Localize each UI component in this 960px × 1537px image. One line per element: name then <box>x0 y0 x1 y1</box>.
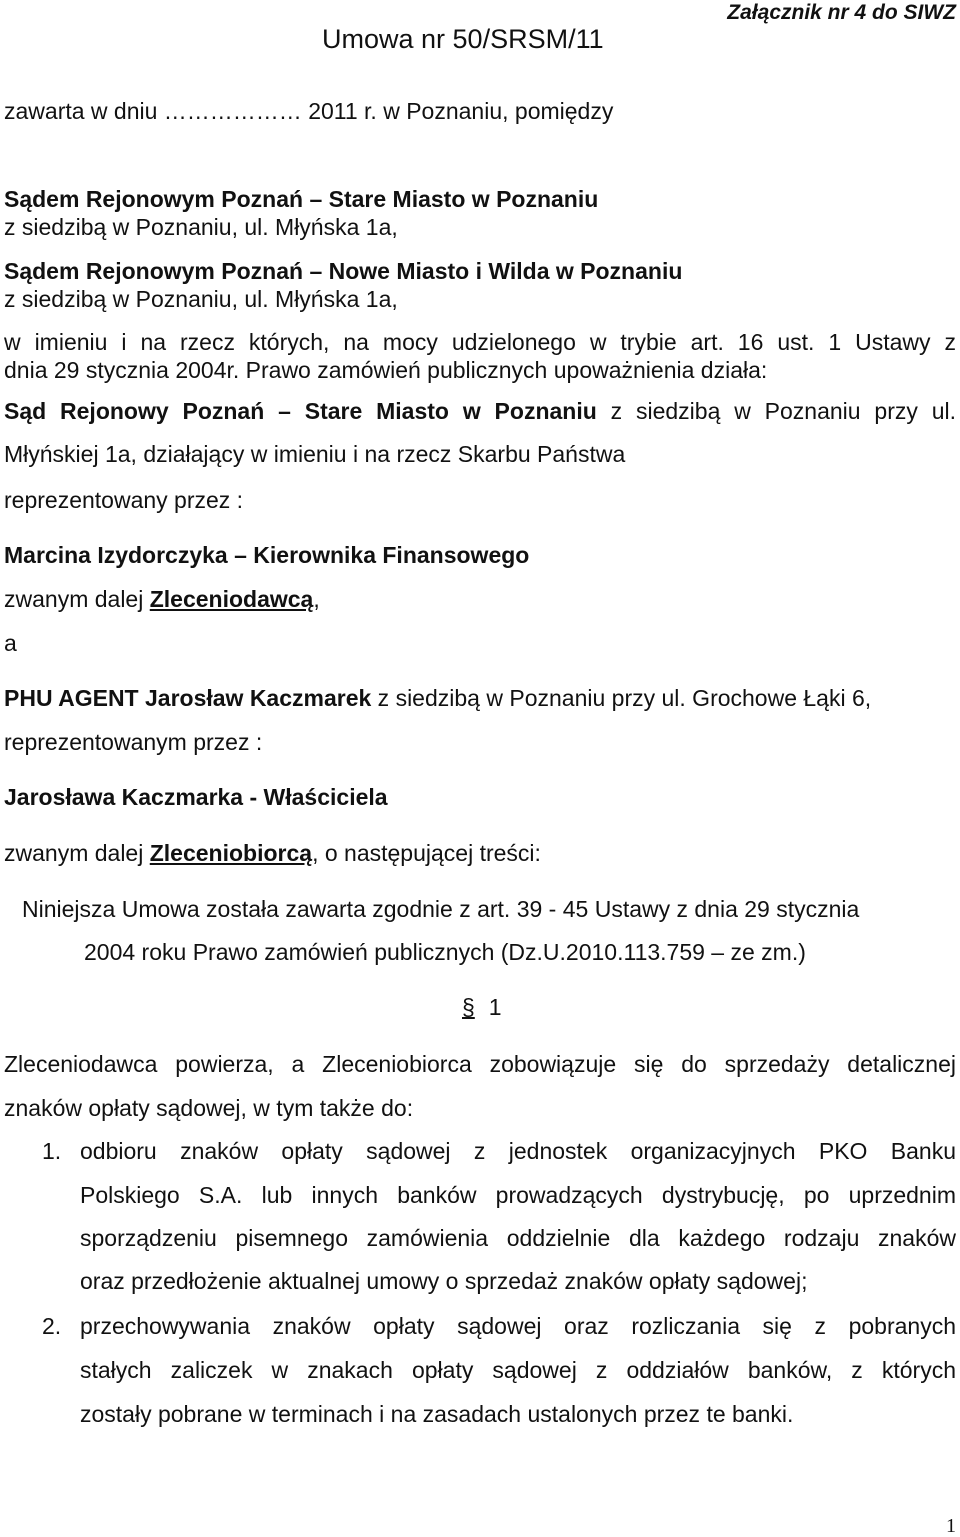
authority-line-1: w imieniu i na rzecz których, na mocy udzielonego w trybie art. 16 ust. 1 Ustawy z <box>4 329 956 355</box>
section-intro-line-1: Zleceniodawca powierza, a Zleceniobiorca zobowiązuje się do sprzedaży detalicznej <box>4 1051 956 1077</box>
annex-label: Załącznik nr 4 do SIWZ <box>727 1 956 24</box>
list-item-line: sporządzeniu pisemnego zamówienia oddzielnie dla każdego rodzaju znaków <box>80 1225 956 1251</box>
principal-suffix: , <box>313 586 320 612</box>
list-item-number: 2. <box>42 1313 62 1339</box>
conjunction-and: a <box>4 630 17 656</box>
list-item-line: odbioru znaków opłaty sądowej z jednostek organizacyjnych PKO Banku <box>80 1138 956 1164</box>
legal-basis-line-2: 2004 roku Prawo zamówień publicznych (Dz.U.2010.113.759 – ze zm.) <box>84 939 806 965</box>
acting-court-line-2: Młyńskiej 1a, działający w imieniu i na rzecz Skarbu Państwa <box>4 441 626 467</box>
court1-name: Sądem Rejonowym Poznań – Stare Miasto w Poznaniu <box>4 186 599 212</box>
authority-line-2: dnia 29 stycznia 2004r. Prawo zamówień publicznych upoważnienia działa: <box>4 357 768 383</box>
list-item-line: stałych zaliczek w znakach opłaty sądowej z oddziałów banków, z których <box>80 1357 956 1383</box>
section-intro-line-2: znaków opłaty sądowej, w tym także do: <box>4 1095 414 1121</box>
court1-address: z siedzibą w Poznaniu, ul. Młyńska 1a, <box>4 214 398 240</box>
list-item-line: przechowywania znaków opłaty sądowej oraz rozliczania się z pobranych <box>80 1313 956 1339</box>
court2-address: z siedzibą w Poznaniu, ul. Młyńska 1a, <box>4 286 398 312</box>
list-item-line: oraz przedłożenie aktualnej umowy o sprzedaż znaków opłaty sądowej; <box>80 1268 808 1294</box>
principal-prefix: zwanym dalej <box>4 586 150 612</box>
contractor-term: Zleceniobiorcą <box>149 840 313 866</box>
section-heading <box>462 996 502 1019</box>
contractor-representative: Jarosława Kaczmarka - Właściciela <box>4 784 388 810</box>
contractor-address: z siedzibą w Poznaniu przy ul. Grochowe Łąki 6, <box>371 685 872 711</box>
contractor-line <box>4 687 871 710</box>
intro-line: zawarta w dniu ……………… 2011 r. w Poznaniu, pomiędzy <box>4 98 614 124</box>
acting-court-name: Sąd Rejonowy Poznań – Stare Miasto w Poznaniu <box>4 398 597 424</box>
document-title: Umowa nr 50/SRSM/11 <box>322 24 604 54</box>
legal-basis-line-1: Niniejsza Umowa została zawarta zgodnie z art. 39 - 45 Ustawy z dnia 29 stycznia <box>22 896 860 922</box>
principal-term: Zleceniodawcą <box>149 586 314 612</box>
page-number: 1 <box>946 1515 956 1537</box>
acting-court-address: z siedzibą w Poznaniu przy ul. <box>596 398 956 424</box>
principal-designation <box>4 588 320 611</box>
contractor-designation <box>4 842 541 865</box>
acting-court-line <box>4 400 956 423</box>
contractor-prefix: zwanym dalej <box>4 840 150 866</box>
list-item-line: Polskiego S.A. lub innych banków prowadzących dystrybucję, po uprzednim <box>80 1182 956 1208</box>
representative-name: Marcina Izydorczyka – Kierownika Finansowego <box>4 542 530 568</box>
contractor-represented-by: reprezentowanym przez : <box>4 729 263 755</box>
represented-by: reprezentowany przez : <box>4 487 244 513</box>
list-item-line: zostały pobrane w terminach i na zasadach ustalonych przez te banki. <box>80 1401 794 1427</box>
section-sign: § <box>462 994 475 1020</box>
contractor-name: PHU AGENT Jarosław Kaczmarek <box>4 685 372 711</box>
list-item-number: 1. <box>42 1138 62 1164</box>
contractor-suffix: , o następującej treści: <box>312 840 541 866</box>
section-number: 1 <box>488 994 502 1020</box>
court2-name: Sądem Rejonowym Poznań – Nowe Miasto i Wilda w Poznaniu <box>4 258 683 284</box>
